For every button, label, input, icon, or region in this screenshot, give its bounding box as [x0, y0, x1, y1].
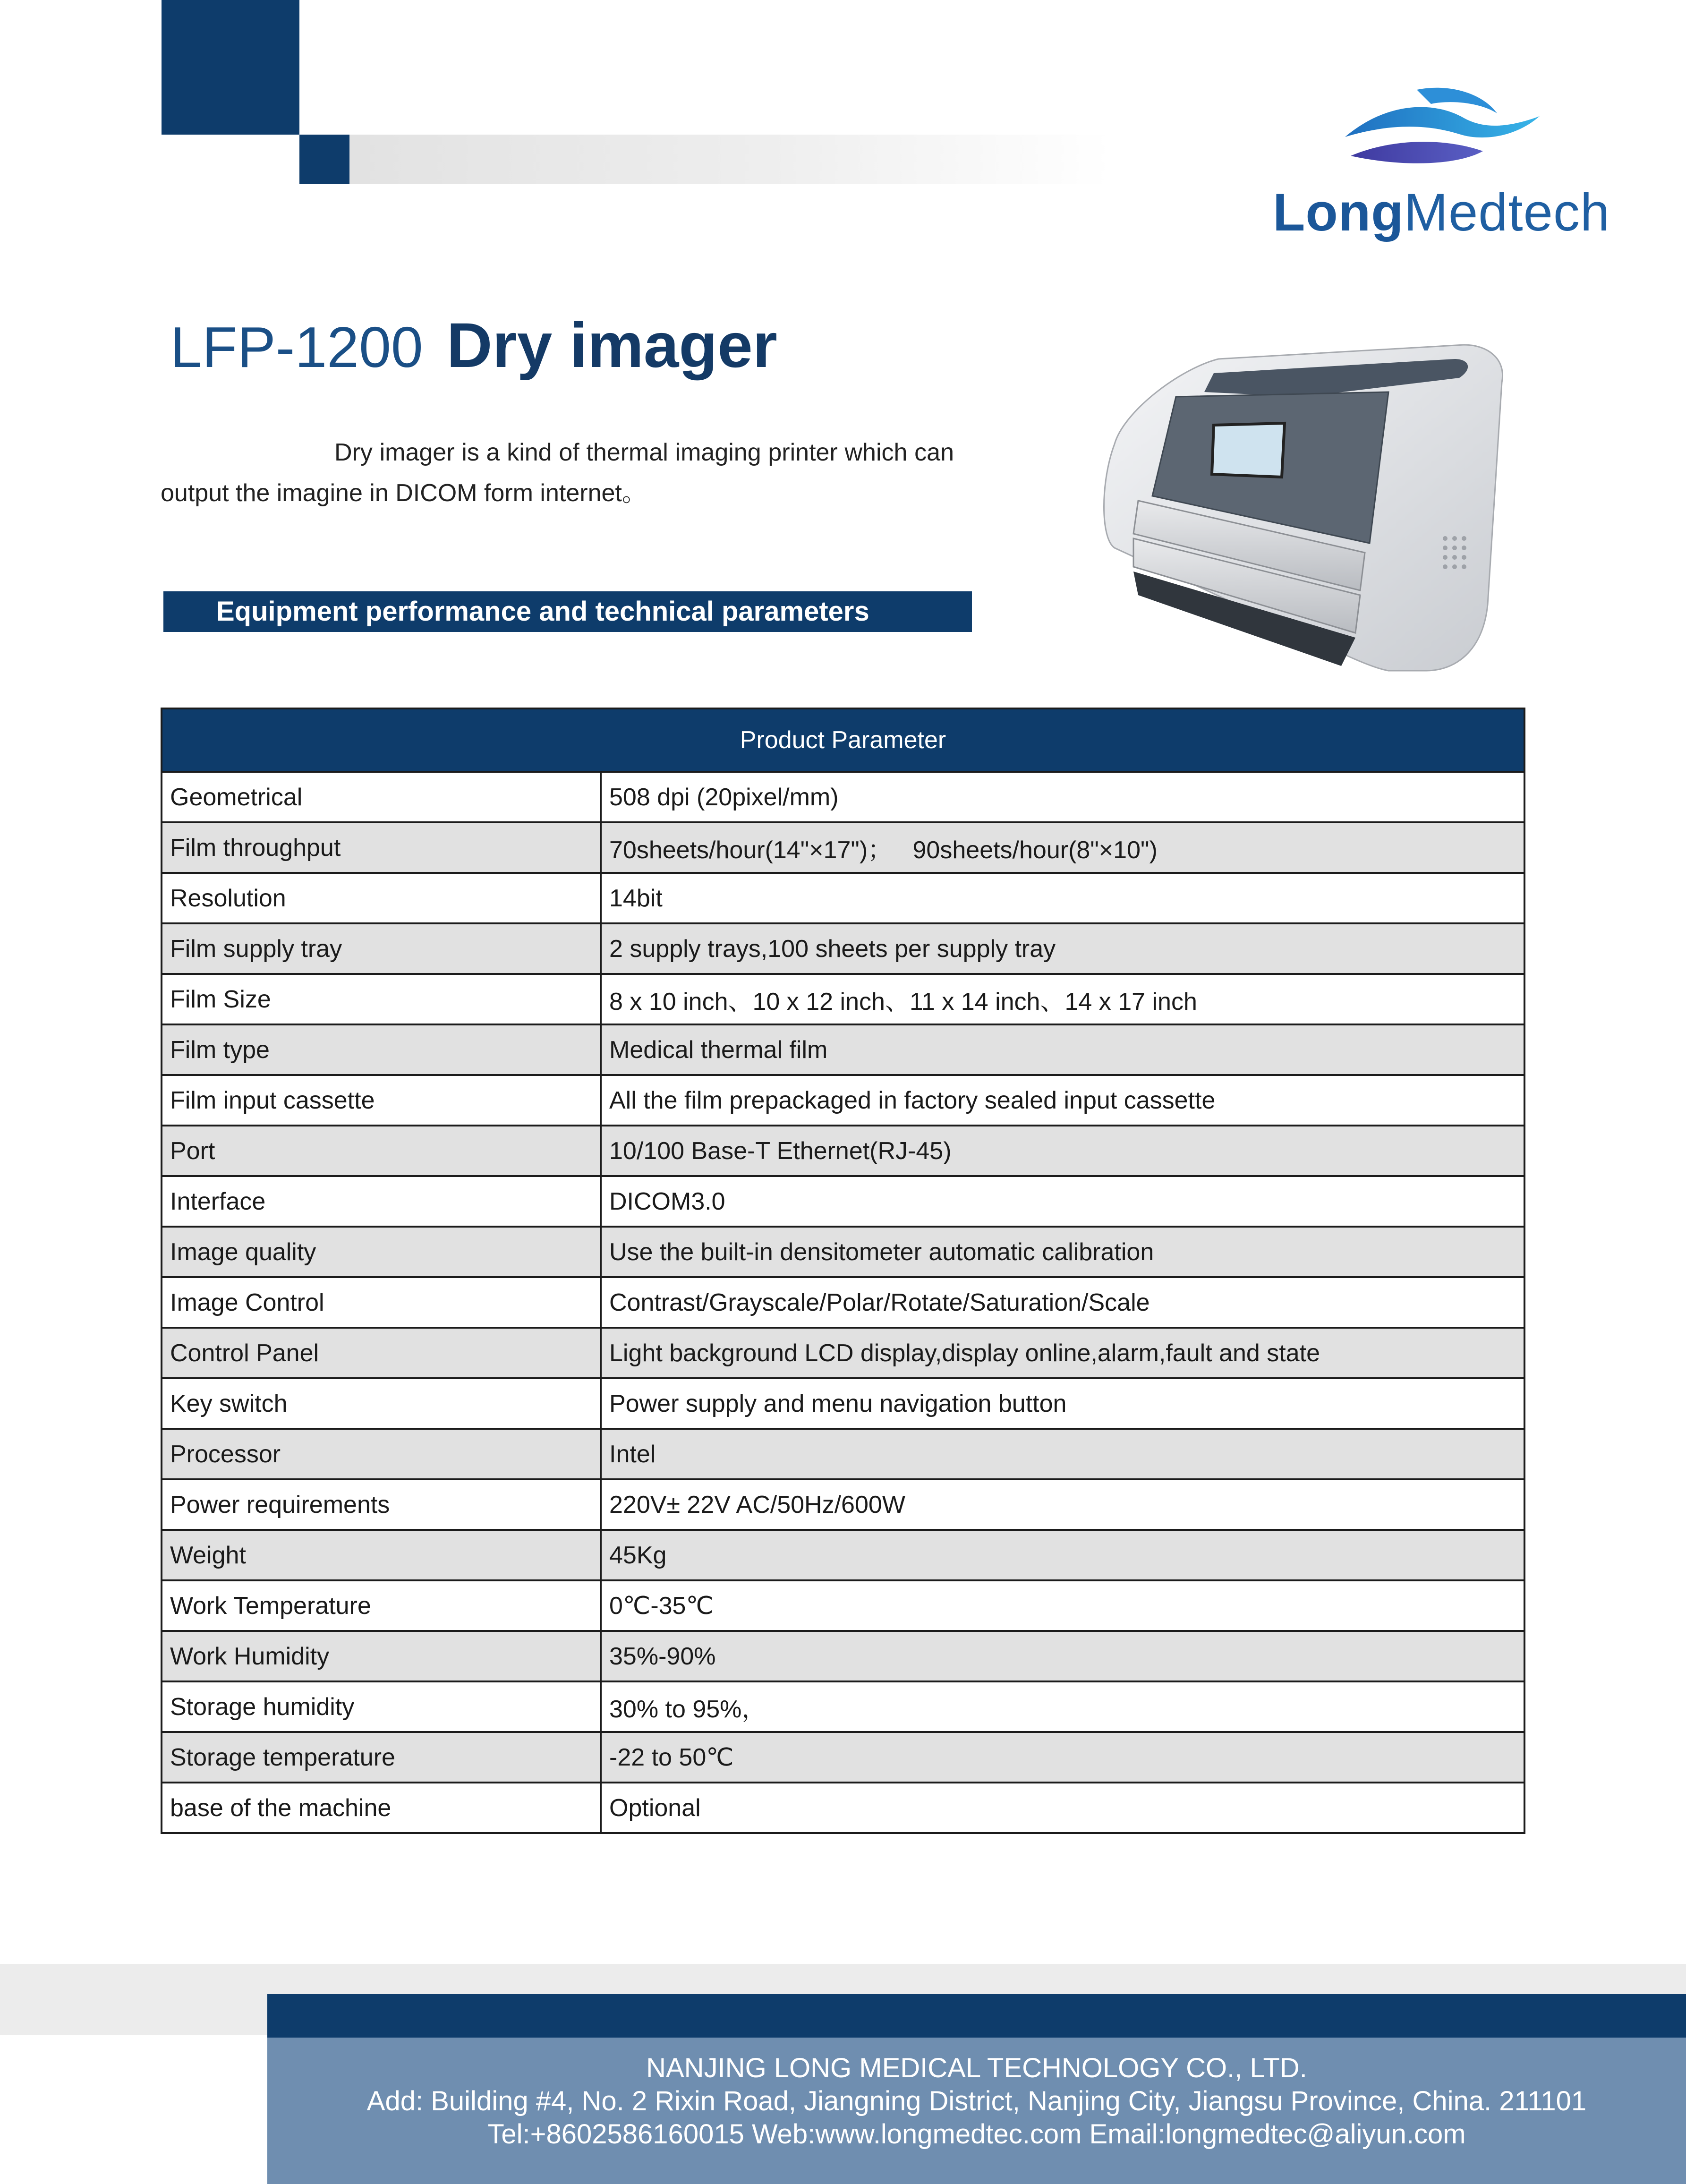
param-value: 70sheets/hour(14"×17")； 90sheets/hour(8"×10"): [601, 822, 1524, 873]
table-row: [162, 1479, 1524, 1530]
param-value: 30% to 95%，: [601, 1681, 1524, 1732]
product-model: LFP-1200: [170, 315, 423, 379]
footer-contact-line: Tel:+8602586160015 Web:www.longmedtec.com Email:longmedtec@aliyun.com: [487, 2119, 1466, 2150]
param-label: Storage humidity: [162, 1681, 601, 1732]
company-logo-wordmark: [1273, 182, 1613, 243]
param-value: -22 to 50℃: [601, 1732, 1524, 1783]
table-body: [162, 772, 1524, 1833]
footer-band-dark: [267, 1994, 1686, 2038]
param-value: 508 dpi (20pixel/mm): [601, 772, 1524, 822]
param-value: 8 x 10 inch、10 x 12 inch、11 x 14 inch、14 x 17 inch: [601, 974, 1524, 1024]
param-label: Geometrical: [162, 772, 601, 822]
param-label: Control Panel: [162, 1328, 601, 1378]
intro-text: Dry imager is a kind of thermal imaging printer which can output the imagine in DICOM form internet。: [161, 439, 954, 507]
param-label: Key switch: [162, 1378, 601, 1429]
dry-imager-product-image: [1096, 340, 1511, 680]
section-banner: Equipment performance and technical parameters: [163, 591, 972, 632]
page-title: [170, 309, 777, 382]
param-label: Image quality: [162, 1227, 601, 1277]
param-value: Medical thermal film: [601, 1024, 1524, 1075]
table-row: [162, 1681, 1524, 1732]
param-label: Interface: [162, 1176, 601, 1227]
table-row: [162, 1530, 1524, 1580]
table-row: [162, 1176, 1524, 1227]
param-value: 0℃-35℃: [601, 1580, 1524, 1631]
param-label: Film supply tray: [162, 923, 601, 974]
table-row: [162, 1328, 1524, 1378]
param-value: 45Kg: [601, 1530, 1524, 1580]
table-row: [162, 1580, 1524, 1631]
header-decor-square: [299, 135, 349, 184]
param-value: DICOM3.0: [601, 1176, 1524, 1227]
table-row: [162, 1732, 1524, 1783]
param-label: Processor: [162, 1429, 601, 1479]
footer-address: Add: Building #4, No. 2 Rixin Road, Jiangning District, Nanjing City, Jiangsu Province, China. 211101: [366, 2086, 1587, 2116]
table-header: Product Parameter: [162, 708, 1524, 772]
param-label: Port: [162, 1126, 601, 1176]
param-value: Intel: [601, 1429, 1524, 1479]
table-row: [162, 923, 1524, 974]
longmedtech-logo-icon: [1341, 85, 1549, 175]
table-row: [162, 1227, 1524, 1277]
param-label: Resolution: [162, 873, 601, 923]
param-label: Storage temperature: [162, 1732, 601, 1783]
table-row: [162, 1126, 1524, 1176]
param-value: 220V± 22V AC/50Hz/600W: [601, 1479, 1524, 1530]
footer-company: NANJING LONG MEDICAL TECHNOLOGY CO., LTD.: [646, 2053, 1307, 2083]
header-decor-bar: [349, 135, 1110, 184]
param-value: 14bit: [601, 873, 1524, 923]
param-value: Power supply and menu navigation button: [601, 1378, 1524, 1429]
param-value: 2 supply trays,100 sheets per supply tray: [601, 923, 1524, 974]
logo-word-long: Long: [1273, 183, 1404, 242]
header-decor-block: [162, 0, 299, 135]
param-label: Film input cassette: [162, 1075, 601, 1126]
table-row: [162, 873, 1524, 923]
table-row: [162, 772, 1524, 822]
param-label: Power requirements: [162, 1479, 601, 1530]
logo-word-medtech: Medtech: [1404, 183, 1610, 242]
product-name: Dry imager: [446, 310, 777, 381]
param-value: 35%-90%: [601, 1631, 1524, 1681]
param-label: Film type: [162, 1024, 601, 1075]
table-row: [162, 1024, 1524, 1075]
table-row: [162, 822, 1524, 873]
table-header-row: [162, 708, 1524, 772]
param-label: Film throughput: [162, 822, 601, 873]
param-label: Image Control: [162, 1277, 601, 1328]
footer-contact: [267, 2052, 1686, 2151]
table-row: [162, 1783, 1524, 1833]
table-row: [162, 974, 1524, 1024]
table-row: [162, 1429, 1524, 1479]
intro-paragraph: [161, 432, 954, 513]
param-value: Optional: [601, 1783, 1524, 1833]
table-row: [162, 1378, 1524, 1429]
param-value: Contrast/Grayscale/Polar/Rotate/Saturation/Scale: [601, 1277, 1524, 1328]
param-value: All the film prepackaged in factory sealed input cassette: [601, 1075, 1524, 1126]
param-label: Work Humidity: [162, 1631, 601, 1681]
table-row: [162, 1075, 1524, 1126]
param-label: base of the machine: [162, 1783, 601, 1833]
table-row: [162, 1631, 1524, 1681]
param-value: 10/100 Base-T Ethernet(RJ-45): [601, 1126, 1524, 1176]
product-parameter-table: [161, 708, 1525, 1834]
param-label: Weight: [162, 1530, 601, 1580]
param-value: Use the built-in densitometer automatic calibration: [601, 1227, 1524, 1277]
param-label: Work Temperature: [162, 1580, 601, 1631]
param-label: Film Size: [162, 974, 601, 1024]
param-value: Light background LCD display,display online,alarm,fault and state: [601, 1328, 1524, 1378]
table-row: [162, 1277, 1524, 1328]
